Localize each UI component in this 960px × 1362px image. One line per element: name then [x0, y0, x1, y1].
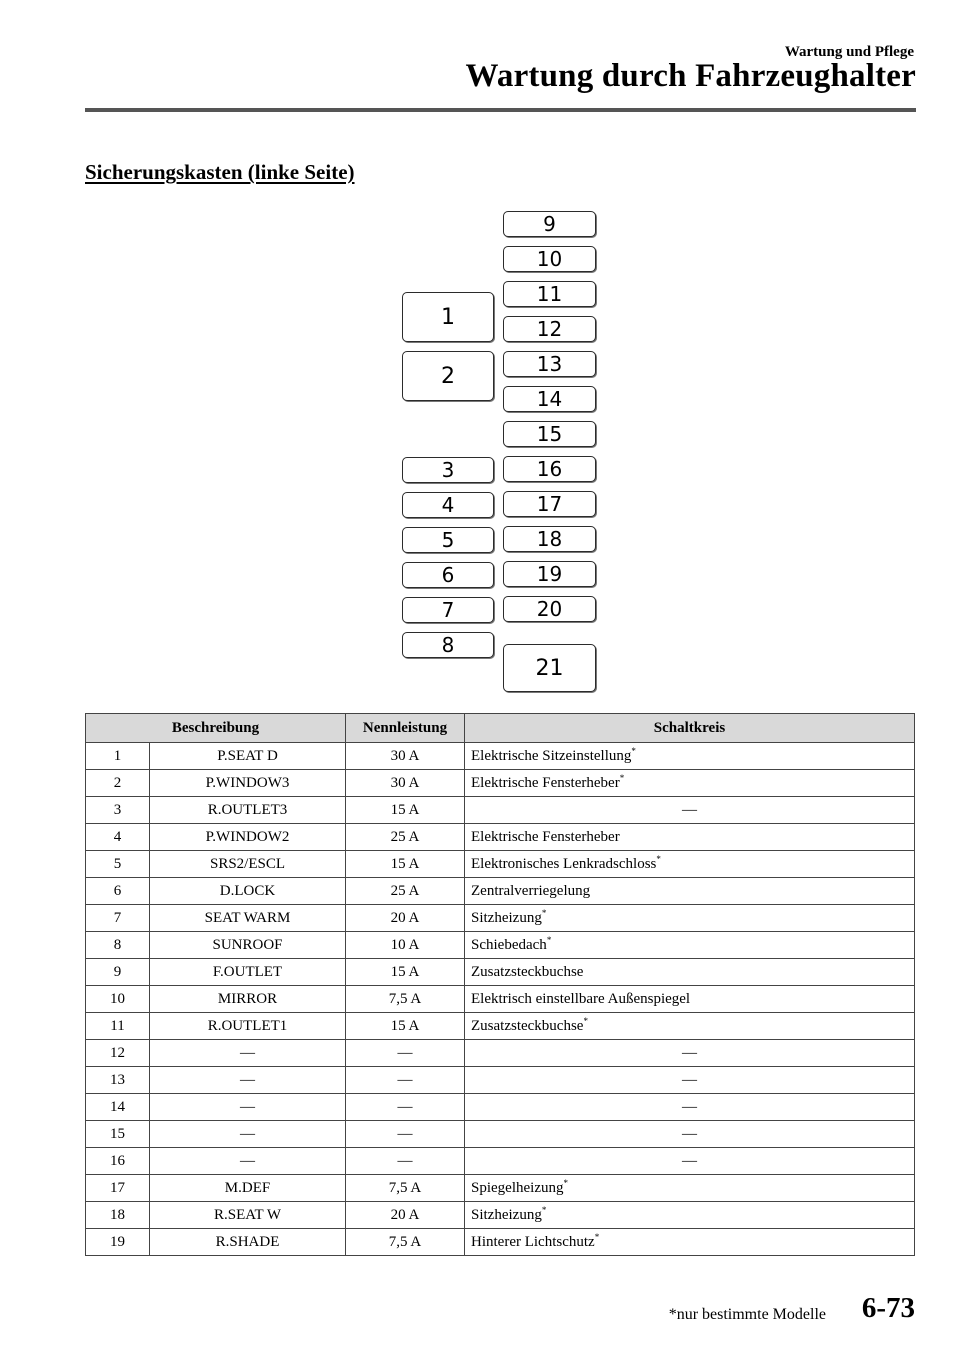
circuit-text: Elektronisches Lenkradschloss [471, 855, 657, 872]
table-row [86, 1229, 915, 1256]
circuit-text: Elektrisch einstellbare Außenspiegel [471, 990, 691, 1007]
circuit-text: — [682, 1098, 697, 1115]
fuse-description: — [150, 1067, 346, 1094]
fuse-rating: 30 A [346, 770, 465, 797]
table-row [86, 824, 915, 851]
fuse-circuit [465, 1121, 915, 1148]
fuse-number: 1 [86, 743, 150, 770]
circuit-text: Zusatzsteckbuchse [471, 1017, 584, 1034]
fuse-description: — [150, 1148, 346, 1175]
table-row [86, 1175, 915, 1202]
table-row [86, 1148, 915, 1175]
fuse-rating: 7,5 A [346, 986, 465, 1013]
fuse-rating: 15 A [346, 1013, 465, 1040]
fuse-circuit [465, 905, 915, 932]
fuse-description: R.OUTLET3 [150, 797, 346, 824]
circuit-text: — [682, 1125, 697, 1142]
fuse-slot-10: 10 [503, 246, 596, 272]
fuse-circuit [465, 743, 915, 770]
footnote-marker: * [563, 1177, 568, 1188]
fuse-circuit [465, 797, 915, 824]
fuse-number: 7 [86, 905, 150, 932]
fuse-number: 14 [86, 1094, 150, 1121]
table-row [86, 905, 915, 932]
fuse-number: 13 [86, 1067, 150, 1094]
fuse-slot-21: 21 [503, 644, 596, 692]
fuse-description: SEAT WARM [150, 905, 346, 932]
fuse-rating: 15 A [346, 851, 465, 878]
fuse-circuit [465, 824, 915, 851]
fuse-rating: 20 A [346, 905, 465, 932]
footnote-marker: * [631, 745, 636, 756]
table-row [86, 743, 915, 770]
circuit-text: Spiegelheizung [471, 1179, 564, 1196]
fuse-slot-11: 11 [503, 281, 596, 307]
fuse-description: SRS2/ESCL [150, 851, 346, 878]
fuse-slot-16: 16 [503, 456, 596, 482]
footnote: *nur bestimmte Modelle [668, 1306, 826, 1323]
fuse-slot-3: 3 [402, 457, 494, 483]
fuse-circuit [465, 1202, 915, 1229]
section-title: Sicherungskasten (linke Seite) [85, 160, 355, 184]
fuse-rating: 7,5 A [346, 1229, 465, 1256]
fuse-number: 17 [86, 1175, 150, 1202]
table-row [86, 1121, 915, 1148]
footnote-marker: * [546, 934, 552, 945]
fuse-rating: — [346, 1148, 465, 1175]
fuse-number: 16 [86, 1148, 150, 1175]
table-row [86, 1040, 915, 1067]
fuse-rating: 20 A [346, 1202, 465, 1229]
footnote-marker: * [594, 1231, 600, 1242]
fuse-description: P.SEAT D [150, 743, 346, 770]
fuse-number: 9 [86, 959, 150, 986]
fuse-rating: 25 A [346, 824, 465, 851]
table-row [86, 1067, 915, 1094]
footnote-marker: * [541, 907, 547, 918]
table-row [86, 1202, 915, 1229]
header-circuit: Schaltkreis [465, 714, 915, 743]
fuse-slot-6: 6 [402, 562, 494, 588]
fuse-slot-8: 8 [402, 632, 494, 658]
fuse-slot-5: 5 [402, 527, 494, 553]
fuse-slot-15: 15 [503, 421, 596, 447]
circuit-text: Elektrische Fensterheber [471, 828, 620, 845]
circuit-text: — [682, 1071, 697, 1088]
fuse-slot-17: 17 [503, 491, 596, 517]
fuse-circuit [465, 1040, 915, 1067]
fuse-number: 8 [86, 932, 150, 959]
fuse-description: R.SEAT W [150, 1202, 346, 1229]
fuse-circuit [465, 1013, 915, 1040]
circuit-text: Sitzheizung [471, 909, 542, 926]
fuse-slot-1: 1 [402, 292, 494, 342]
fuse-number: 5 [86, 851, 150, 878]
fuse-slot-19: 19 [503, 561, 596, 587]
table-row [86, 1013, 915, 1040]
fuse-number: 15 [86, 1121, 150, 1148]
fuse-rating: — [346, 1067, 465, 1094]
fuse-description: MIRROR [150, 986, 346, 1013]
fuse-rating: 15 A [346, 797, 465, 824]
fuse-description: D.LOCK [150, 878, 346, 905]
circuit-text: Elektrische Sitzeinstellung [471, 747, 632, 764]
fuse-table [85, 713, 915, 1256]
fuse-rating: 25 A [346, 878, 465, 905]
fuse-number: 19 [86, 1229, 150, 1256]
fuse-slot-9: 9 [503, 211, 596, 237]
fuse-rating: 7,5 A [346, 1175, 465, 1202]
fuse-slot-13: 13 [503, 351, 596, 377]
fuse-circuit [465, 878, 915, 905]
header-divider [85, 108, 916, 112]
fuse-rating: 10 A [346, 932, 465, 959]
table-row [86, 878, 915, 905]
chapter-label: Wartung und Pflege [784, 44, 914, 60]
fuse-rating: 15 A [346, 959, 465, 986]
fuse-number: 4 [86, 824, 150, 851]
fuse-circuit [465, 986, 915, 1013]
fuse-description: P.WINDOW3 [150, 770, 346, 797]
fuse-circuit [465, 770, 915, 797]
fuse-number: 18 [86, 1202, 150, 1229]
fuse-number: 2 [86, 770, 150, 797]
table-row [86, 986, 915, 1013]
fuse-circuit [465, 1094, 915, 1121]
fuse-rating: — [346, 1040, 465, 1067]
fuse-slot-2: 2 [402, 351, 494, 401]
circuit-text: Schiebedach [471, 936, 547, 953]
header-rating: Nennleistung [346, 714, 465, 743]
circuit-text: Hinterer Lichtschutz [471, 1233, 595, 1250]
fuse-circuit [465, 959, 915, 986]
circuit-text: — [682, 1044, 697, 1061]
fuse-description: R.SHADE [150, 1229, 346, 1256]
circuit-text: Elektrische Fensterheber [471, 774, 620, 791]
footnote-marker: * [656, 853, 661, 864]
page-title: Wartung durch Fahrzeughalter [465, 58, 916, 94]
fuse-circuit [465, 1067, 915, 1094]
fuse-circuit [465, 1175, 915, 1202]
circuit-text: Sitzheizung [471, 1206, 542, 1223]
circuit-text: — [682, 801, 697, 818]
fuse-rating: — [346, 1121, 465, 1148]
fuse-circuit [465, 1229, 915, 1256]
circuit-text: Zentralverriegelung [471, 882, 591, 899]
fuse-description: M.DEF [150, 1175, 346, 1202]
table-row [86, 1094, 915, 1121]
table-header-row [86, 714, 915, 743]
fuse-number: 3 [86, 797, 150, 824]
fuse-slot-12: 12 [503, 316, 596, 342]
page-number: 6-73 [861, 1292, 915, 1324]
fuse-slot-18: 18 [503, 526, 596, 552]
circuit-text: Zusatzsteckbuchse [471, 963, 584, 980]
footnote-marker: * [619, 772, 625, 783]
header-description: Beschreibung [86, 714, 346, 743]
fuse-description: R.OUTLET1 [150, 1013, 346, 1040]
fuse-rating: — [346, 1094, 465, 1121]
fuse-slot-7: 7 [402, 597, 494, 623]
fuse-description: — [150, 1040, 346, 1067]
circuit-text: — [682, 1152, 697, 1169]
table-row [86, 770, 915, 797]
fuse-description: — [150, 1094, 346, 1121]
table-row [86, 797, 915, 824]
fuse-number: 10 [86, 986, 150, 1013]
fuse-slot-20: 20 [503, 596, 596, 622]
fuse-description: F.OUTLET [150, 959, 346, 986]
fuse-number: 11 [86, 1013, 150, 1040]
fuse-number: 6 [86, 878, 150, 905]
table-row [86, 851, 915, 878]
fuse-number: 12 [86, 1040, 150, 1067]
footnote-marker: * [583, 1015, 588, 1026]
fuse-slot-14: 14 [503, 386, 596, 412]
fuse-slot-4: 4 [402, 492, 494, 518]
footnote-marker: * [541, 1204, 547, 1215]
table-row [86, 959, 915, 986]
fuse-description: P.WINDOW2 [150, 824, 346, 851]
fuse-circuit [465, 1148, 915, 1175]
fuse-description: SUNROOF [150, 932, 346, 959]
fuse-description: — [150, 1121, 346, 1148]
fuse-circuit [465, 851, 915, 878]
fuse-rating: 30 A [346, 743, 465, 770]
table-row [86, 932, 915, 959]
fuse-circuit [465, 932, 915, 959]
